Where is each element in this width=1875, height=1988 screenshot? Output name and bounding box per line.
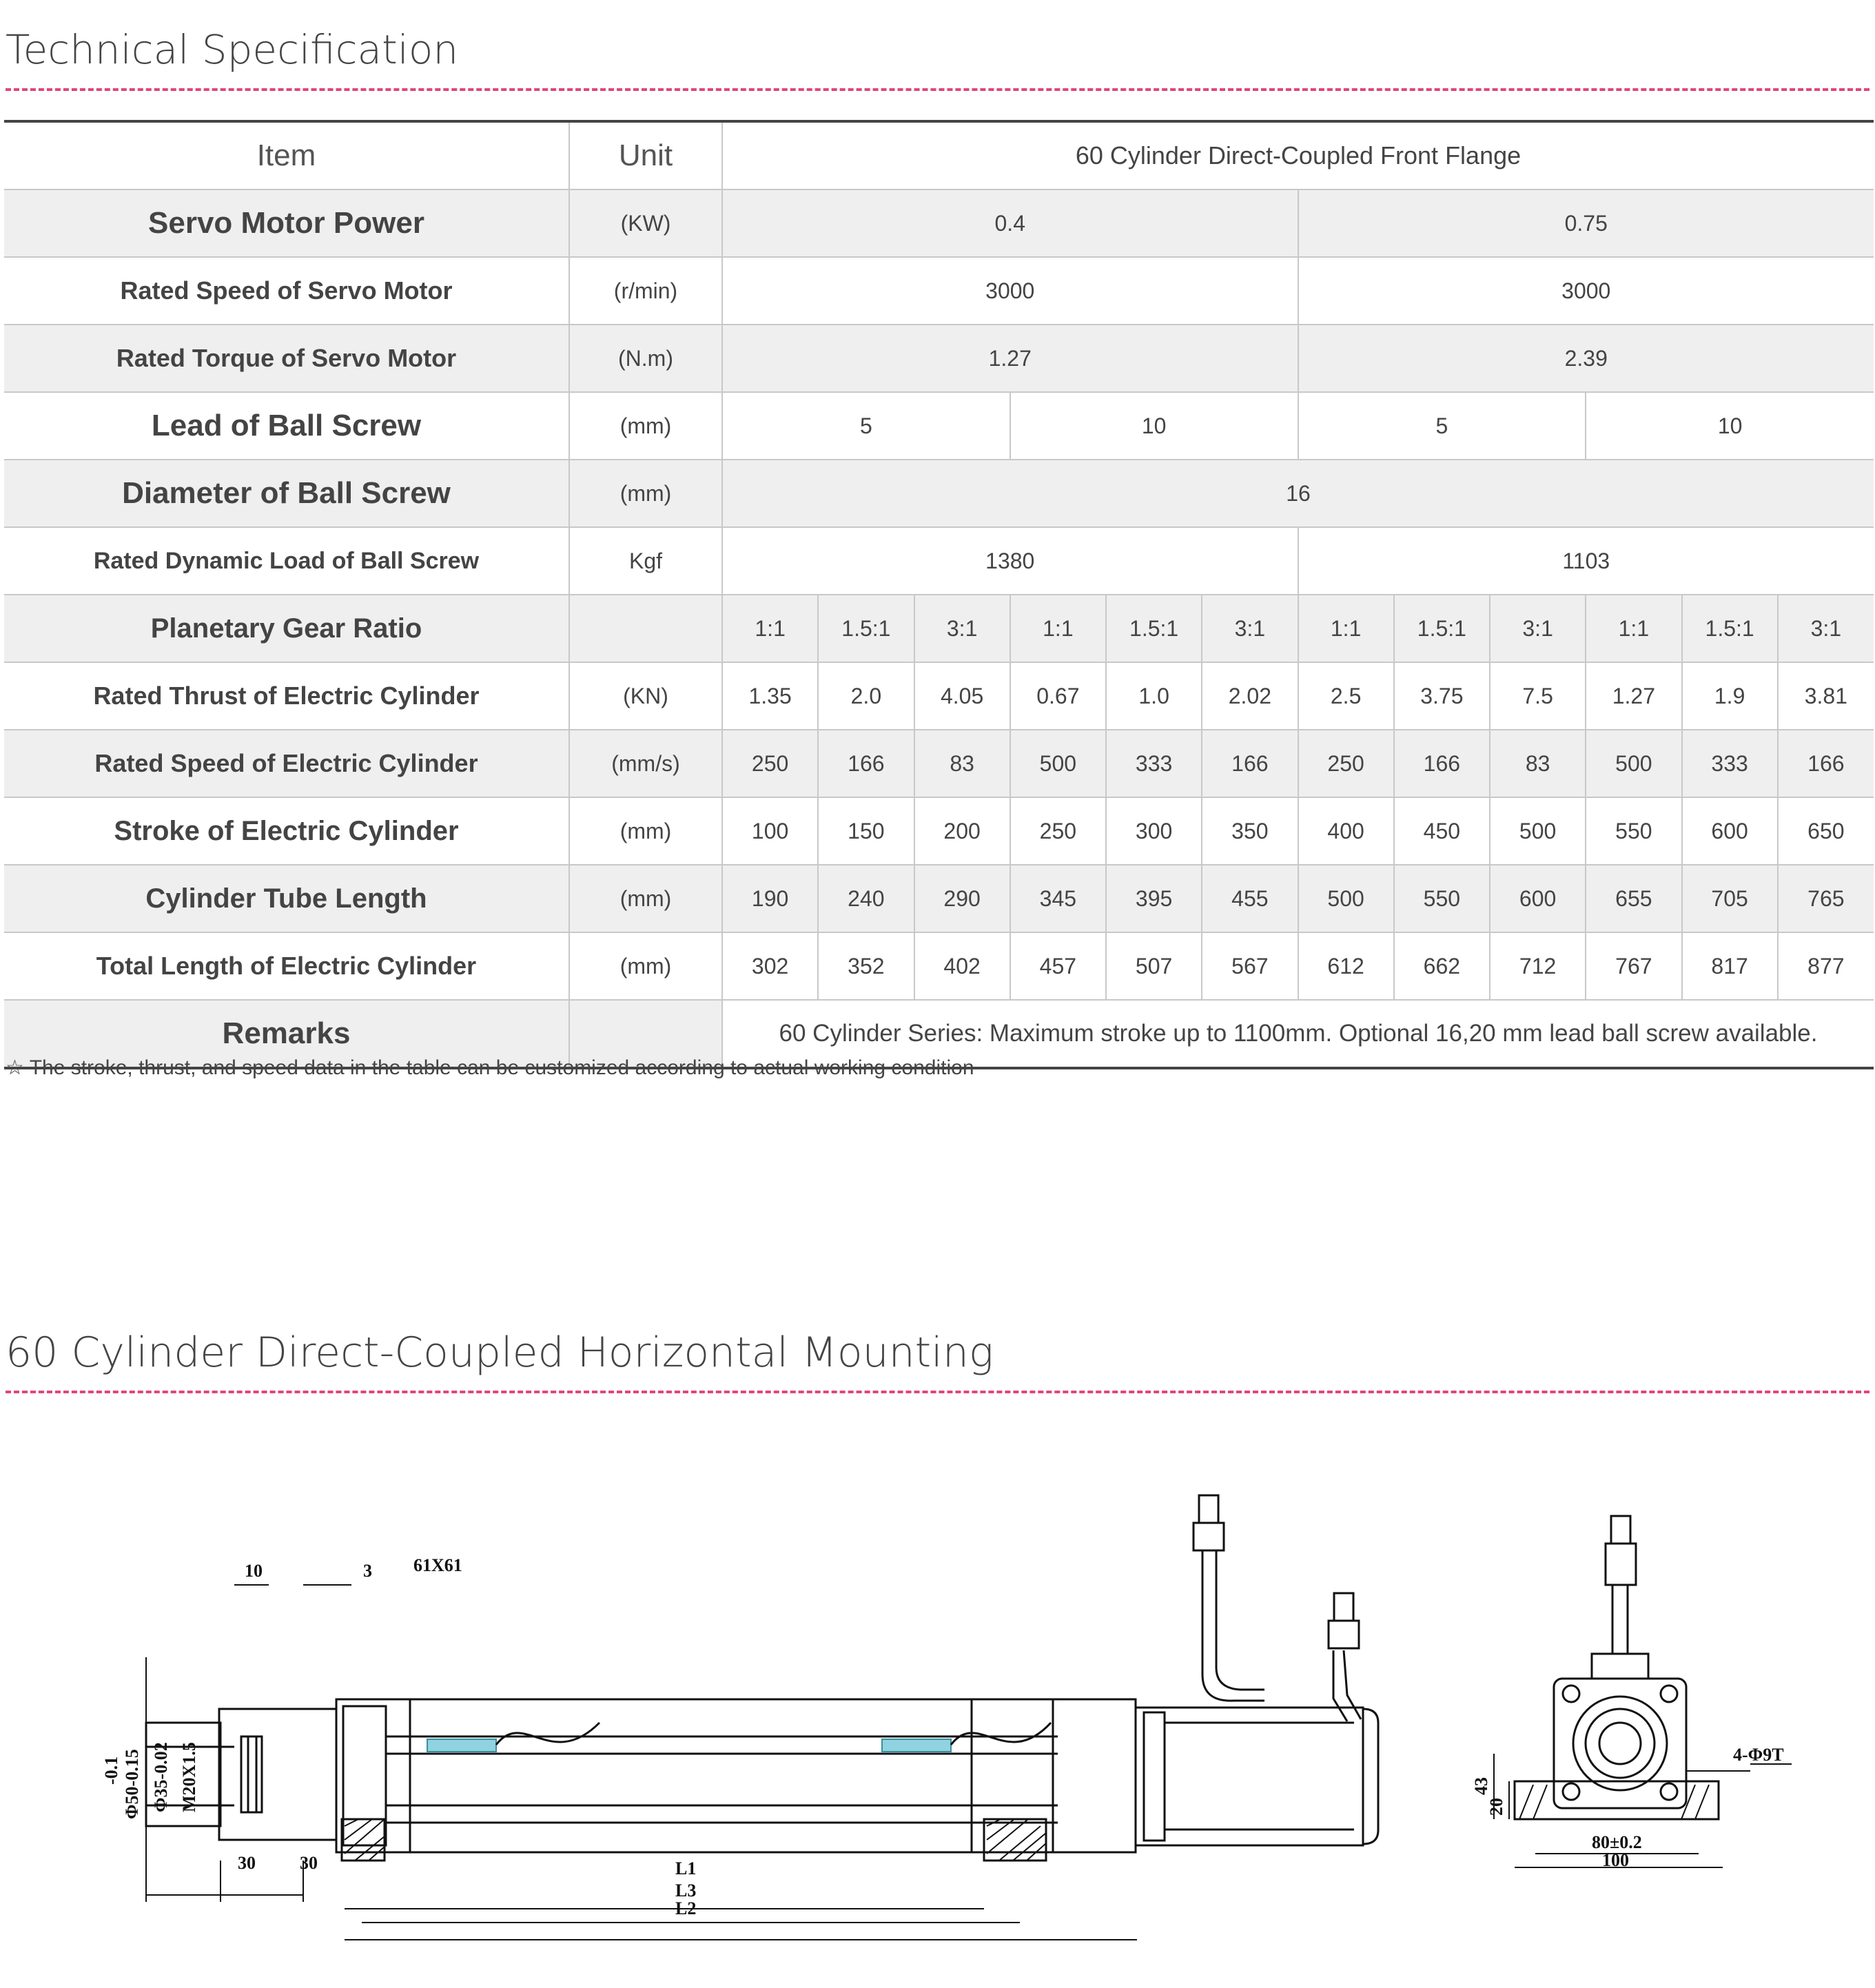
cell: 1.27 bbox=[1586, 662, 1681, 730]
remarks-text: 60 Cylinder Series: Maximum stroke up to 1100mm. Optional 16,20 mm lead ball screw available. bbox=[722, 1000, 1874, 1068]
cell: 550 bbox=[1394, 865, 1490, 932]
cell: 1:1 bbox=[722, 595, 818, 662]
cell: 1:1 bbox=[1010, 595, 1106, 662]
cell: 190 bbox=[722, 865, 818, 932]
cell: 705 bbox=[1682, 865, 1778, 932]
cell: 2.02 bbox=[1202, 662, 1298, 730]
cell: 345 bbox=[1010, 865, 1106, 932]
cell: 1.5:1 bbox=[1106, 595, 1202, 662]
row-unit: (mm) bbox=[569, 460, 722, 527]
cell: 1.5:1 bbox=[1682, 595, 1778, 662]
dim-l3: L3 bbox=[675, 1881, 697, 1900]
cell: 1:1 bbox=[1298, 595, 1394, 662]
cell: 1.5:1 bbox=[818, 595, 914, 662]
cell: 455 bbox=[1202, 865, 1298, 932]
cell: 302 bbox=[722, 932, 818, 1000]
dim-tolerance: -0.1 bbox=[101, 1756, 121, 1785]
cell: 3000 bbox=[722, 257, 1298, 325]
cell: 457 bbox=[1010, 932, 1106, 1000]
dim-30a: 30 bbox=[238, 1853, 256, 1873]
cell: 250 bbox=[1298, 730, 1394, 797]
cell: 1380 bbox=[722, 527, 1298, 595]
row-unit: (mm/s) bbox=[569, 730, 722, 797]
cell: 166 bbox=[818, 730, 914, 797]
dim-d50: Φ50-0.15 bbox=[122, 1749, 142, 1819]
row-label: Diameter of Ball Screw bbox=[4, 460, 569, 527]
dim-61x61: 61X61 bbox=[413, 1555, 462, 1575]
dim-30b: 30 bbox=[300, 1853, 318, 1873]
dim-100: 100 bbox=[1602, 1850, 1629, 1870]
cell: 166 bbox=[1202, 730, 1298, 797]
row-label: Servo Motor Power bbox=[4, 189, 569, 257]
cell: 250 bbox=[722, 730, 818, 797]
row-speed-cylinder bbox=[4, 730, 1874, 797]
cell: 1103 bbox=[1298, 527, 1874, 595]
row-servo-power bbox=[4, 189, 1874, 257]
row-lead bbox=[4, 392, 1874, 460]
cell: 2.0 bbox=[818, 662, 914, 730]
row-thrust bbox=[4, 662, 1874, 730]
cell: 500 bbox=[1490, 797, 1586, 865]
row-unit: (mm) bbox=[569, 392, 722, 460]
section-title-drawing: 60 Cylinder Direct-Coupled Horizontal Mounting bbox=[6, 1329, 994, 1377]
cell: 400 bbox=[1298, 797, 1394, 865]
cell: 500 bbox=[1298, 865, 1394, 932]
cell: 662 bbox=[1394, 932, 1490, 1000]
cell: 290 bbox=[914, 865, 1010, 932]
cell: 550 bbox=[1586, 797, 1681, 865]
row-label: Rated Torque of Servo Motor bbox=[4, 325, 569, 392]
row-label: Rated Speed of Servo Motor bbox=[4, 257, 569, 325]
row-label: Stroke of Electric Cylinder bbox=[4, 797, 569, 865]
row-label: Rated Dynamic Load of Ball Screw bbox=[4, 527, 569, 595]
cell: 83 bbox=[1490, 730, 1586, 797]
front-flange-view bbox=[146, 1709, 336, 1840]
cell: 333 bbox=[1106, 730, 1202, 797]
cylinder-body bbox=[336, 1699, 1136, 1861]
table-footnote: ☆ The stroke, thrust, and speed data in the table can be customized according to actual working condition bbox=[6, 1056, 974, 1079]
row-dynamic-load bbox=[4, 527, 1874, 595]
row-diameter bbox=[4, 460, 1874, 527]
cell: 600 bbox=[1682, 797, 1778, 865]
cell: 352 bbox=[818, 932, 914, 1000]
row-total-length bbox=[4, 932, 1874, 1000]
cell: 166 bbox=[1394, 730, 1490, 797]
cell: 10 bbox=[1010, 392, 1298, 460]
cell: 200 bbox=[914, 797, 1010, 865]
header-unit: Unit bbox=[569, 121, 722, 189]
row-tube-length bbox=[4, 865, 1874, 932]
cell: 3:1 bbox=[1202, 595, 1298, 662]
cell: 0.4 bbox=[722, 189, 1298, 257]
cell: 395 bbox=[1106, 865, 1202, 932]
technical-drawing bbox=[0, 1447, 1875, 1971]
cell: 100 bbox=[722, 797, 818, 865]
table-header-row bbox=[4, 121, 1874, 189]
cell: 767 bbox=[1586, 932, 1681, 1000]
dim-holes: 4-Φ9T bbox=[1733, 1745, 1784, 1765]
dim-10: 10 bbox=[245, 1561, 263, 1581]
cell: 350 bbox=[1202, 797, 1298, 865]
cell: 1.9 bbox=[1682, 662, 1778, 730]
dim-20: 20 bbox=[1486, 1798, 1506, 1816]
row-gear-ratio bbox=[4, 595, 1874, 662]
cell: 877 bbox=[1778, 932, 1874, 1000]
row-rated-torque bbox=[4, 325, 1874, 392]
row-unit: (r/min) bbox=[569, 257, 722, 325]
row-unit: (mm) bbox=[569, 865, 722, 932]
cell: 1:1 bbox=[1586, 595, 1681, 662]
cell: 7.5 bbox=[1490, 662, 1586, 730]
cell: 765 bbox=[1778, 865, 1874, 932]
row-unit: Kgf bbox=[569, 527, 722, 595]
dim-l1: L1 bbox=[675, 1858, 697, 1878]
row-label: Total Length of Electric Cylinder bbox=[4, 932, 569, 1000]
cell: 0.75 bbox=[1298, 189, 1874, 257]
cell: 3.81 bbox=[1778, 662, 1874, 730]
row-unit: (KW) bbox=[569, 189, 722, 257]
cell: 2.5 bbox=[1298, 662, 1394, 730]
cell: 567 bbox=[1202, 932, 1298, 1000]
cell: 450 bbox=[1394, 797, 1490, 865]
row-label: Remarks bbox=[4, 1000, 569, 1068]
row-rated-speed-motor bbox=[4, 257, 1874, 325]
cell: 3000 bbox=[1298, 257, 1874, 325]
header-item: Item bbox=[4, 121, 569, 189]
dim-l2: L2 bbox=[675, 1898, 697, 1918]
row-unit: (N.m) bbox=[569, 325, 722, 392]
row-unit: (mm) bbox=[569, 932, 722, 1000]
servo-motor bbox=[1136, 1495, 1378, 1845]
spec-table bbox=[4, 120, 1874, 1069]
cell: 500 bbox=[1010, 730, 1106, 797]
cell: 83 bbox=[914, 730, 1010, 797]
cell: 507 bbox=[1106, 932, 1202, 1000]
cell: 3.75 bbox=[1394, 662, 1490, 730]
row-label: Rated Thrust of Electric Cylinder bbox=[4, 662, 569, 730]
row-stroke bbox=[4, 797, 1874, 865]
row-label: Rated Speed of Electric Cylinder bbox=[4, 730, 569, 797]
row-label: Cylinder Tube Length bbox=[4, 865, 569, 932]
cell: 1.0 bbox=[1106, 662, 1202, 730]
row-unit: (mm) bbox=[569, 797, 722, 865]
cell: 1.35 bbox=[722, 662, 818, 730]
cell: 402 bbox=[914, 932, 1010, 1000]
cell: 500 bbox=[1586, 730, 1681, 797]
cell: 817 bbox=[1682, 932, 1778, 1000]
cell: 612 bbox=[1298, 932, 1394, 1000]
cell: 2.39 bbox=[1298, 325, 1874, 392]
dim-80: 80±0.2 bbox=[1592, 1832, 1642, 1852]
cell: 712 bbox=[1490, 932, 1586, 1000]
header-model: 60 Cylinder Direct-Coupled Front Flange bbox=[722, 121, 1874, 189]
cell: 333 bbox=[1682, 730, 1778, 797]
cell: 655 bbox=[1586, 865, 1681, 932]
cell: 600 bbox=[1490, 865, 1586, 932]
dim-43: 43 bbox=[1471, 1777, 1491, 1795]
cell: 240 bbox=[818, 865, 914, 932]
row-label: Lead of Ball Screw bbox=[4, 392, 569, 460]
title-divider bbox=[6, 88, 1869, 91]
cell: 650 bbox=[1778, 797, 1874, 865]
cell: 250 bbox=[1010, 797, 1106, 865]
cell: 5 bbox=[1298, 392, 1586, 460]
end-view bbox=[1515, 1516, 1719, 1819]
cell: 150 bbox=[818, 797, 914, 865]
row-unit bbox=[569, 595, 722, 662]
dim-d35: Φ35-0.02 bbox=[151, 1742, 171, 1812]
cell: 1.5:1 bbox=[1394, 595, 1490, 662]
cell: 0.67 bbox=[1010, 662, 1106, 730]
cell: 166 bbox=[1778, 730, 1874, 797]
dim-3: 3 bbox=[363, 1561, 372, 1581]
dimension-lines bbox=[146, 1585, 1792, 1940]
row-label: Planetary Gear Ratio bbox=[4, 595, 569, 662]
cell: 3:1 bbox=[914, 595, 1010, 662]
cell: 1.27 bbox=[722, 325, 1298, 392]
title-divider bbox=[6, 1391, 1869, 1393]
cell: 10 bbox=[1586, 392, 1874, 460]
cell: 3:1 bbox=[1490, 595, 1586, 662]
cell: 16 bbox=[722, 460, 1874, 527]
cell: 300 bbox=[1106, 797, 1202, 865]
dim-thread: M20X1.5 bbox=[179, 1742, 199, 1812]
cell: 3:1 bbox=[1778, 595, 1874, 662]
section-title-spec: Technical Specification bbox=[6, 26, 459, 73]
cell: 5 bbox=[722, 392, 1010, 460]
row-unit: (KN) bbox=[569, 662, 722, 730]
cell: 4.05 bbox=[914, 662, 1010, 730]
